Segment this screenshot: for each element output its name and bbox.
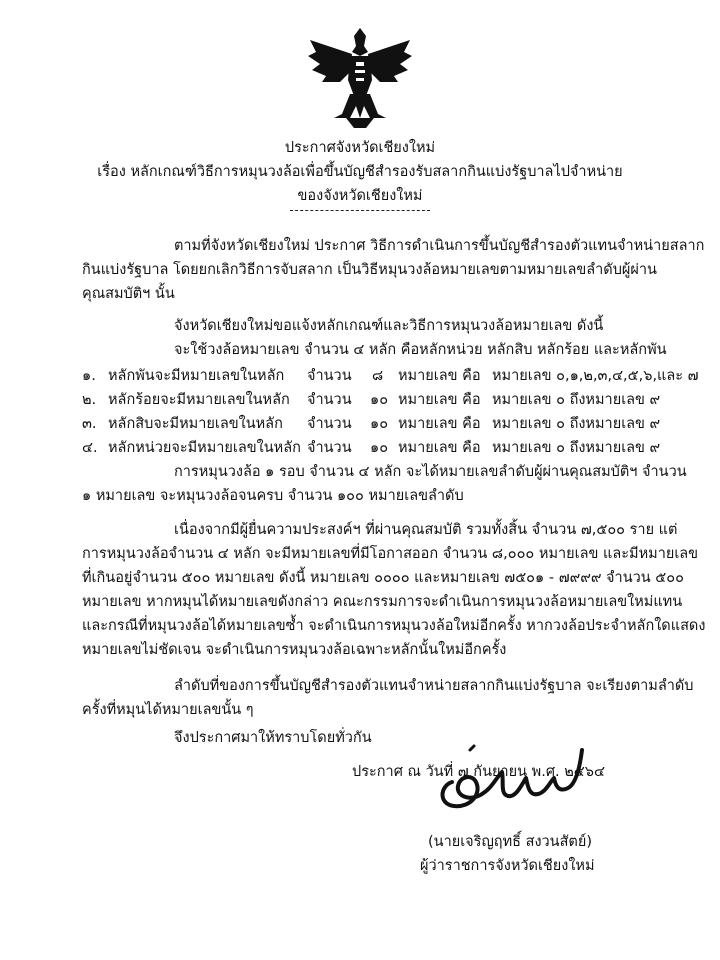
handwritten-signature bbox=[430, 742, 600, 812]
intro-paragraph-line: ตามที่จังหวัดเชียงใหม่ ประกาศ วิธีการดำเนินการขึ้นบัญชีสำรองตัวแทนจำหน่ายสลาก bbox=[174, 238, 705, 254]
item-count-label: จำนวน bbox=[307, 392, 352, 408]
item-description: หลักร้อยจะมีหมายเลขในหลัก bbox=[108, 392, 290, 408]
wheel-description: จะใช้วงล้อหมายเลข จำนวน ๔ หลัก คือหลักหน่วย หลักสิบ หลักร้อย และหลักพัน bbox=[174, 342, 667, 358]
announcement-date: ประกาศ ณ วันที่ ๗ กันยายน พ.ศ. ๒๕๖๔ bbox=[352, 764, 605, 780]
order-paragraph-line: ครั้งที่หมุนได้หมายเลขนั้น ๆ bbox=[82, 702, 254, 718]
criteria-heading: จังหวัดเชียงใหม่ขอแจ้งหลักเกณฑ์และวิธีการหมุนวงล้อหมายเลข ดังนี้ bbox=[174, 318, 604, 334]
item-values: หมายเลข ๐ ถึงหมายเลข ๙ bbox=[492, 392, 661, 408]
item-count: ๘ bbox=[372, 368, 384, 384]
announcement-title: ประกาศจังหวัดเชียงใหม่ bbox=[284, 140, 436, 156]
details-paragraph-line: และกรณีที่หมุนวงล้อได้หมายเลขซ้ำ จะดำเนินการหมุนวงล้อใหม่อีกครั้ง หากวงล้อประจำหลักใดแสดง bbox=[82, 618, 706, 634]
item-unit: หมายเลข คือ bbox=[398, 368, 481, 384]
intro-paragraph-line: กินแบ่งรัฐบาล โดยยกเลิกวิธีการจับสลาก เป็นวิธีหมุนวงล้อหมายเลขตามหมายเลขลำดับผู้ผ่าน bbox=[82, 262, 657, 278]
item-number: ๔. bbox=[82, 440, 98, 456]
item-values: หมายเลข ๐ ถึงหมายเลข ๙ bbox=[492, 416, 661, 432]
item-values: หมายเลข ๐,๑,๒,๓,๔,๕,๖,และ ๗ bbox=[492, 368, 699, 384]
subject-line: เรื่อง หลักเกณฑ์วิธีการหมุนวงล้อเพื่อขึ้นบัญชีสำรองรับสลากกินแบ่งรัฐบาลไปจำหน่าย bbox=[97, 164, 623, 180]
closing-statement: จึงประกาศมาให้ทราบโดยทั่วกัน bbox=[174, 730, 372, 746]
criteria-item bbox=[82, 414, 682, 434]
item-description: หลักพันจะมีหมายเลขในหลัก bbox=[108, 368, 285, 384]
rotation-rule-line: ๑ หมายเลข จะหมุนวงล้อจนครบ จำนวน ๑๐๐ หมายเลขลำดับ bbox=[82, 488, 464, 504]
item-unit: หมายเลข คือ bbox=[398, 392, 481, 408]
signatory-position: ผู้ว่าราชการจังหวัดเชียงใหม่ bbox=[420, 858, 595, 874]
item-description: หลักหน่วยจะมีหมายเลขในหลัก bbox=[108, 440, 301, 456]
item-unit: หมายเลข คือ bbox=[398, 440, 481, 456]
item-count: ๑๐ bbox=[370, 440, 389, 456]
criteria-item bbox=[82, 438, 682, 458]
item-values: หมายเลข ๐ ถึงหมายเลข ๙ bbox=[492, 440, 661, 456]
header-divider bbox=[290, 210, 430, 211]
criteria-item bbox=[82, 366, 699, 386]
rotation-rule-line: การหมุนวงล้อ ๑ รอบ จำนวน ๔ หลัก จะได้หมายเลขลำดับผู้ผ่านคุณสมบัติฯ จำนวน bbox=[174, 464, 687, 480]
subject-line-continued: ของจังหวัดเชียงใหม่ bbox=[297, 188, 423, 204]
details-paragraph-line: การหมุนวงล้อจำนวน ๔ หลัก จะมีหมายเลขที่มีโอกาสออก จำนวน ๘,๐๐๐ หมายเลข และมีหมายเลข bbox=[82, 546, 699, 562]
item-count-label: จำนวน bbox=[307, 416, 352, 432]
signatory-name: (นายเจริญฤทธิ์ สงวนสัตย์) bbox=[428, 834, 593, 850]
item-count-label: จำนวน bbox=[307, 368, 352, 384]
item-unit: หมายเลข คือ bbox=[398, 416, 481, 432]
item-description: หลักสิบจะมีหมายเลขในหลัก bbox=[108, 416, 283, 432]
item-number: ๒. bbox=[82, 392, 97, 408]
criteria-item bbox=[82, 390, 682, 410]
order-paragraph-line: ลำดับที่ของการขึ้นบัญชีสำรองตัวแทนจำหน่ายสลากกินแบ่งรัฐบาล จะเรียงตามลำดับ bbox=[174, 678, 694, 694]
item-count: ๑๐ bbox=[370, 416, 389, 432]
details-paragraph-line: หมายเลขไม่ชัดเจน จะดำเนินการหมุนวงล้อเฉพาะหลักนั้นใหม่อีกครั้ง bbox=[82, 642, 507, 658]
details-paragraph-line: หมายเลข หากหมุนได้หมายเลขดังกล่าว คณะกรรมการจะดำเนินการหมุนวงล้อหมายเลขใหม่แทน bbox=[82, 594, 683, 610]
garuda-emblem bbox=[306, 22, 414, 130]
item-number: ๑. bbox=[82, 368, 96, 384]
item-count: ๑๐ bbox=[370, 392, 389, 408]
item-count-label: จำนวน bbox=[307, 440, 352, 456]
details-paragraph-line: เนื่องจากมีผู้ยื่นความประสงค์ฯ ที่ผ่านคุณสมบัติ รวมทั้งสิ้น จำนวน ๗,๕๐๐ ราย แต่ bbox=[174, 522, 678, 538]
intro-paragraph-line: คุณสมบัติฯ นั้น bbox=[82, 286, 175, 302]
item-number: ๓. bbox=[82, 416, 97, 432]
details-paragraph-line: ที่เกินอยู่จำนวน ๕๐๐ หมายเลข ดังนี้ หมายเลข ๐๐๐๐ และหมายเลข ๗๕๐๑ - ๗๙๙๙ จำนวน ๕๐๐ bbox=[82, 570, 684, 586]
